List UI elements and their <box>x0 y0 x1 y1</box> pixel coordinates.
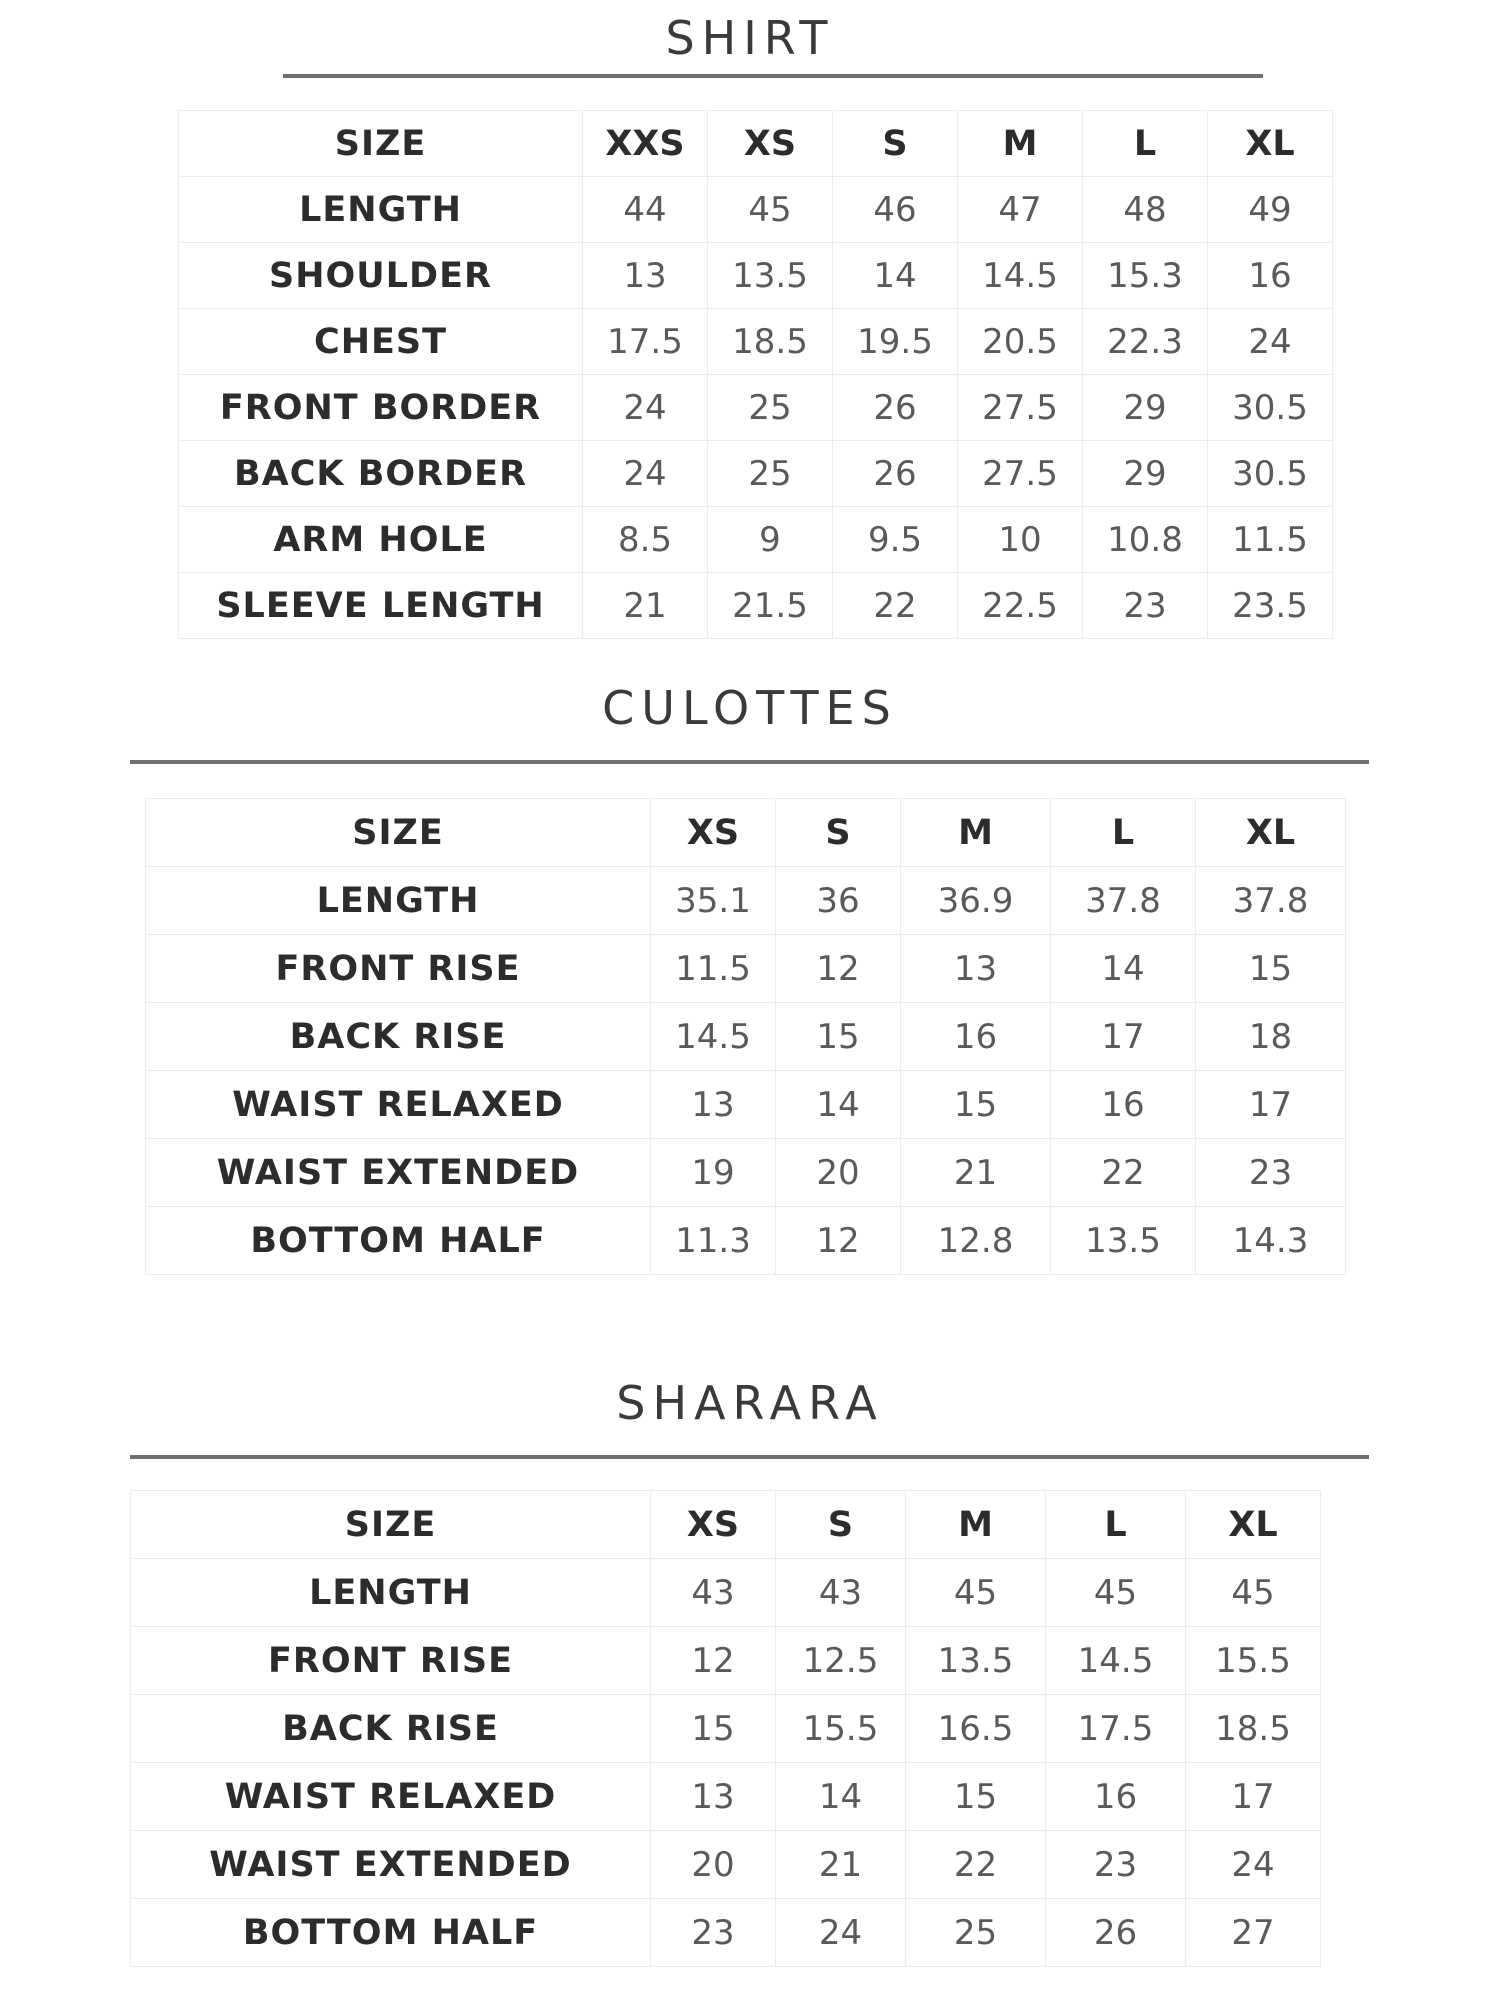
measurement-value: 14.5 <box>651 1003 776 1071</box>
column-header-size-option: XL <box>1208 111 1333 177</box>
measurement-value: 15 <box>651 1695 776 1763</box>
measurement-label: BOTTOM HALF <box>146 1207 651 1275</box>
column-header-size-option: XXS <box>583 111 708 177</box>
column-header-size-option: S <box>776 1491 906 1559</box>
measurement-value: 16 <box>901 1003 1051 1071</box>
measurement-value: 24 <box>583 375 708 441</box>
measurement-value: 14 <box>833 243 958 309</box>
table-row <box>179 243 1333 309</box>
shirt-header-row <box>179 111 1333 177</box>
measurement-value: 21 <box>583 573 708 639</box>
measurement-value: 12 <box>776 1207 901 1275</box>
measurement-value: 12.8 <box>901 1207 1051 1275</box>
table-row <box>179 441 1333 507</box>
table-row <box>146 1003 1346 1071</box>
measurement-value: 15.5 <box>1186 1627 1321 1695</box>
sharara-size-table <box>130 1490 1321 1967</box>
measurement-value: 13 <box>583 243 708 309</box>
measurement-value: 20.5 <box>958 309 1083 375</box>
column-header-size-option: XS <box>651 799 776 867</box>
measurement-label: WAIST RELAXED <box>131 1763 651 1831</box>
measurement-label: WAIST EXTENDED <box>131 1831 651 1899</box>
measurement-value: 22.3 <box>1083 309 1208 375</box>
measurement-value: 25 <box>906 1899 1046 1967</box>
measurement-value: 19.5 <box>833 309 958 375</box>
measurement-value: 22 <box>833 573 958 639</box>
measurement-value: 15 <box>776 1003 901 1071</box>
shirt-title: SHIRT <box>665 11 835 65</box>
table-row <box>179 573 1333 639</box>
table-row <box>131 1899 1321 1967</box>
measurement-label: SHOULDER <box>179 243 583 309</box>
measurement-value: 17 <box>1051 1003 1196 1071</box>
measurement-value: 23 <box>1196 1139 1346 1207</box>
measurement-label: CHEST <box>179 309 583 375</box>
measurement-value: 17.5 <box>583 309 708 375</box>
measurement-value: 20 <box>651 1831 776 1899</box>
measurement-label: SLEEVE LENGTH <box>179 573 583 639</box>
measurement-value: 15 <box>901 1071 1051 1139</box>
column-header-size-option: L <box>1046 1491 1186 1559</box>
column-header-size: SIZE <box>131 1491 651 1559</box>
measurement-value: 25 <box>708 441 833 507</box>
table-row <box>146 1207 1346 1275</box>
measurement-value: 30.5 <box>1208 375 1333 441</box>
culottes-divider <box>130 760 1369 764</box>
table-row <box>179 375 1333 441</box>
measurement-value: 21 <box>776 1831 906 1899</box>
measurement-value: 9 <box>708 507 833 573</box>
measurement-value: 17.5 <box>1046 1695 1186 1763</box>
measurement-label: LENGTH <box>179 177 583 243</box>
measurement-value: 23 <box>1046 1831 1186 1899</box>
shirt-size-table <box>178 110 1333 639</box>
measurement-value: 13 <box>651 1071 776 1139</box>
measurement-value: 10.8 <box>1083 507 1208 573</box>
table-row <box>179 309 1333 375</box>
measurement-value: 37.8 <box>1196 867 1346 935</box>
measurement-value: 16.5 <box>906 1695 1046 1763</box>
column-header-size-option: S <box>833 111 958 177</box>
measurement-label: ARM HOLE <box>179 507 583 573</box>
measurement-value: 27.5 <box>958 441 1083 507</box>
measurement-value: 21 <box>901 1139 1051 1207</box>
table-row <box>146 1139 1346 1207</box>
measurement-value: 26 <box>833 441 958 507</box>
measurement-label: LENGTH <box>146 867 651 935</box>
measurement-value: 14.5 <box>958 243 1083 309</box>
measurement-value: 22.5 <box>958 573 1083 639</box>
measurement-value: 45 <box>906 1559 1046 1627</box>
measurement-value: 43 <box>776 1559 906 1627</box>
measurement-value: 16 <box>1051 1071 1196 1139</box>
measurement-value: 11.5 <box>1208 507 1333 573</box>
measurement-value: 20 <box>776 1139 901 1207</box>
measurement-value: 46 <box>833 177 958 243</box>
measurement-value: 21.5 <box>708 573 833 639</box>
measurement-value: 27 <box>1186 1899 1321 1967</box>
measurement-value: 12 <box>776 935 901 1003</box>
measurement-value: 36 <box>776 867 901 935</box>
measurement-value: 16 <box>1046 1763 1186 1831</box>
sharara-divider <box>130 1455 1369 1459</box>
measurement-value: 14 <box>1051 935 1196 1003</box>
measurement-value: 44 <box>583 177 708 243</box>
column-header-size: SIZE <box>146 799 651 867</box>
measurement-value: 49 <box>1208 177 1333 243</box>
measurement-value: 45 <box>708 177 833 243</box>
table-row <box>131 1763 1321 1831</box>
measurement-value: 13.5 <box>906 1627 1046 1695</box>
culottes-header-row <box>146 799 1346 867</box>
measurement-value: 45 <box>1046 1559 1186 1627</box>
measurement-label: BOTTOM HALF <box>131 1899 651 1967</box>
measurement-value: 13.5 <box>708 243 833 309</box>
measurement-value: 15 <box>906 1763 1046 1831</box>
measurement-label: BACK BORDER <box>179 441 583 507</box>
measurement-value: 24 <box>776 1899 906 1967</box>
column-header-size-option: M <box>901 799 1051 867</box>
measurement-value: 16 <box>1208 243 1333 309</box>
measurement-value: 12.5 <box>776 1627 906 1695</box>
measurement-value: 14.5 <box>1046 1627 1186 1695</box>
measurement-label: FRONT BORDER <box>179 375 583 441</box>
measurement-label: FRONT RISE <box>146 935 651 1003</box>
measurement-value: 30.5 <box>1208 441 1333 507</box>
measurement-value: 18.5 <box>1186 1695 1321 1763</box>
measurement-label: FRONT RISE <box>131 1627 651 1695</box>
column-header-size-option: XL <box>1196 799 1346 867</box>
measurement-value: 45 <box>1186 1559 1321 1627</box>
measurement-value: 26 <box>1046 1899 1186 1967</box>
sharara-title: SHARARA <box>616 1376 884 1430</box>
table-row <box>146 867 1346 935</box>
measurement-value: 48 <box>1083 177 1208 243</box>
culottes-title: CULOTTES <box>602 681 898 735</box>
measurement-value: 13 <box>901 935 1051 1003</box>
measurement-label: BACK RISE <box>131 1695 651 1763</box>
column-header-size-option: S <box>776 799 901 867</box>
column-header-size-option: M <box>906 1491 1046 1559</box>
measurement-value: 24 <box>1208 309 1333 375</box>
measurement-label: LENGTH <box>131 1559 651 1627</box>
measurement-value: 22 <box>906 1831 1046 1899</box>
measurement-value: 47 <box>958 177 1083 243</box>
measurement-value: 24 <box>583 441 708 507</box>
measurement-value: 19 <box>651 1139 776 1207</box>
measurement-value: 29 <box>1083 441 1208 507</box>
measurement-value: 23 <box>1083 573 1208 639</box>
measurement-value: 14 <box>776 1763 906 1831</box>
measurement-value: 11.3 <box>651 1207 776 1275</box>
measurement-value: 23 <box>651 1899 776 1967</box>
measurement-value: 36.9 <box>901 867 1051 935</box>
measurement-value: 35.1 <box>651 867 776 935</box>
column-header-size: SIZE <box>179 111 583 177</box>
column-header-size-option: L <box>1083 111 1208 177</box>
measurement-value: 9.5 <box>833 507 958 573</box>
measurement-value: 17 <box>1186 1763 1321 1831</box>
measurement-value: 37.8 <box>1051 867 1196 935</box>
table-row <box>179 177 1333 243</box>
column-header-size-option: XS <box>651 1491 776 1559</box>
table-row <box>146 1071 1346 1139</box>
measurement-value: 17 <box>1196 1071 1346 1139</box>
measurement-value: 12 <box>651 1627 776 1695</box>
measurement-value: 15.3 <box>1083 243 1208 309</box>
table-row <box>131 1831 1321 1899</box>
measurement-value: 24 <box>1186 1831 1321 1899</box>
culottes-size-table <box>145 798 1346 1275</box>
measurement-value: 26 <box>833 375 958 441</box>
measurement-value: 27.5 <box>958 375 1083 441</box>
measurement-value: 23.5 <box>1208 573 1333 639</box>
table-row <box>179 507 1333 573</box>
measurement-value: 15 <box>1196 935 1346 1003</box>
measurement-label: WAIST EXTENDED <box>146 1139 651 1207</box>
measurement-value: 10 <box>958 507 1083 573</box>
sharara-header-row <box>131 1491 1321 1559</box>
measurement-value: 18.5 <box>708 309 833 375</box>
measurement-value: 29 <box>1083 375 1208 441</box>
measurement-value: 43 <box>651 1559 776 1627</box>
measurement-label: BACK RISE <box>146 1003 651 1071</box>
measurement-value: 13.5 <box>1051 1207 1196 1275</box>
column-header-size-option: XL <box>1186 1491 1321 1559</box>
column-header-size-option: L <box>1051 799 1196 867</box>
measurement-value: 8.5 <box>583 507 708 573</box>
measurement-value: 18 <box>1196 1003 1346 1071</box>
table-row <box>146 935 1346 1003</box>
measurement-value: 13 <box>651 1763 776 1831</box>
measurement-value: 22 <box>1051 1139 1196 1207</box>
table-row <box>131 1559 1321 1627</box>
column-header-size-option: M <box>958 111 1083 177</box>
column-header-size-option: XS <box>708 111 833 177</box>
measurement-label: WAIST RELAXED <box>146 1071 651 1139</box>
shirt-divider <box>283 74 1263 78</box>
measurement-value: 14 <box>776 1071 901 1139</box>
measurement-value: 11.5 <box>651 935 776 1003</box>
measurement-value: 15.5 <box>776 1695 906 1763</box>
measurement-value: 25 <box>708 375 833 441</box>
measurement-value: 14.3 <box>1196 1207 1346 1275</box>
table-row <box>131 1695 1321 1763</box>
table-row <box>131 1627 1321 1695</box>
